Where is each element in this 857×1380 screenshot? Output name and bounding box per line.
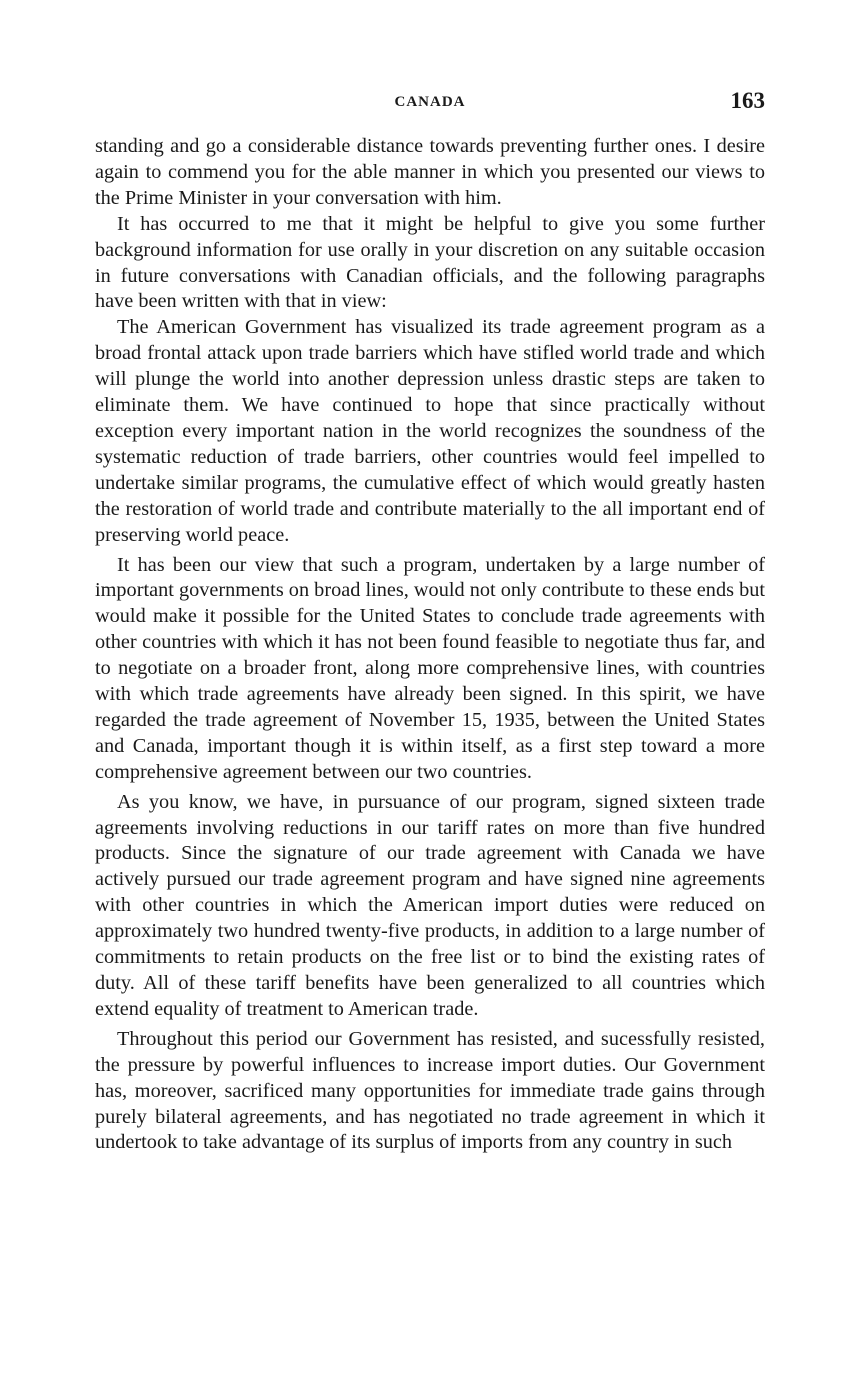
paragraph-sixteen-agreements: As you know, we have, in pursuance of our program, signed sixteen trade agreements involving reductions in our tariff rates on more than five hundred products. Since the signature of our trade agreement with Canada we have actively pursued our trade agreement program and have signed nine agreements with other countries in which the American import duties were reduced on approximately two hundred twenty-five products, in addition to a large number of commitments to retain products on the free list or to bind the existing rates of duty. All of these tariff benefits have been generalized to all countries which extend equality of treatment to American trade. — [95, 790, 765, 1020]
paragraph-background-intro: It has occurred to me that it might be helpful to give you some further background information for use orally in your discretion on any suitable occasion in future conversations with Canadian officials, and the following paragraphs have been written with that in view: — [95, 212, 765, 313]
paragraph-broad-lines: It has been our view that such a program, undertaken by a large number of important governments on broad lines, would not only contribute to these ends but would make it possible for the United States to conclude trade agreements with other countries with which it has not been found feasible to negotiate thus far, and to negotiate on a broader front, along more comprehensive lines, with countries with which trade agreements have already been signed. In this spirit, we have regarded the trade agreement of November 15, 1935, between the United States and Canada, important though it is within itself, as a first step toward a more comprehensive agreement between our two countries. — [95, 553, 765, 783]
page-number: 163 — [730, 88, 765, 113]
paragraph-trade-program: The American Government has visualized its trade agreement program as a broad frontal attack upon trade barriers which have stifled world trade and which will plunge the world into another depression unless drastic steps are taken to eliminate them. We have continued to hope that since practically without exception every important nation in the world recognizes the soundness of the systematic reduction of trade barriers, other countries would feel impelled to undertake similar programs, the cumulative effect of which would greatly hasten the restoration of world trade and contribute materially to the all important end of preserving world peace. — [95, 316, 765, 546]
paragraph-resisted-pressure: Throughout this period our Government has resisted, and sucessfully resisted, the pressure by powerful influences to increase import duties. Our Government has, moreover, sacrificed many opportunities for immediate trade gains through purely bilateral agreements, and has negotiated no trade agreement in which it undertook to take advantage of its surplus of imports from any country in such — [95, 1027, 765, 1154]
document-page — [95, 88, 765, 1156]
body-text — [95, 134, 765, 1156]
running-head: CANADA — [394, 94, 466, 110]
paragraph-continuation: standing and go a considerable distance towards preventing further ones. I desire again to commend you for the able manner in which you presented our views to the Prime Minister in your conversation with him. — [95, 135, 765, 209]
page-header — [95, 88, 765, 122]
